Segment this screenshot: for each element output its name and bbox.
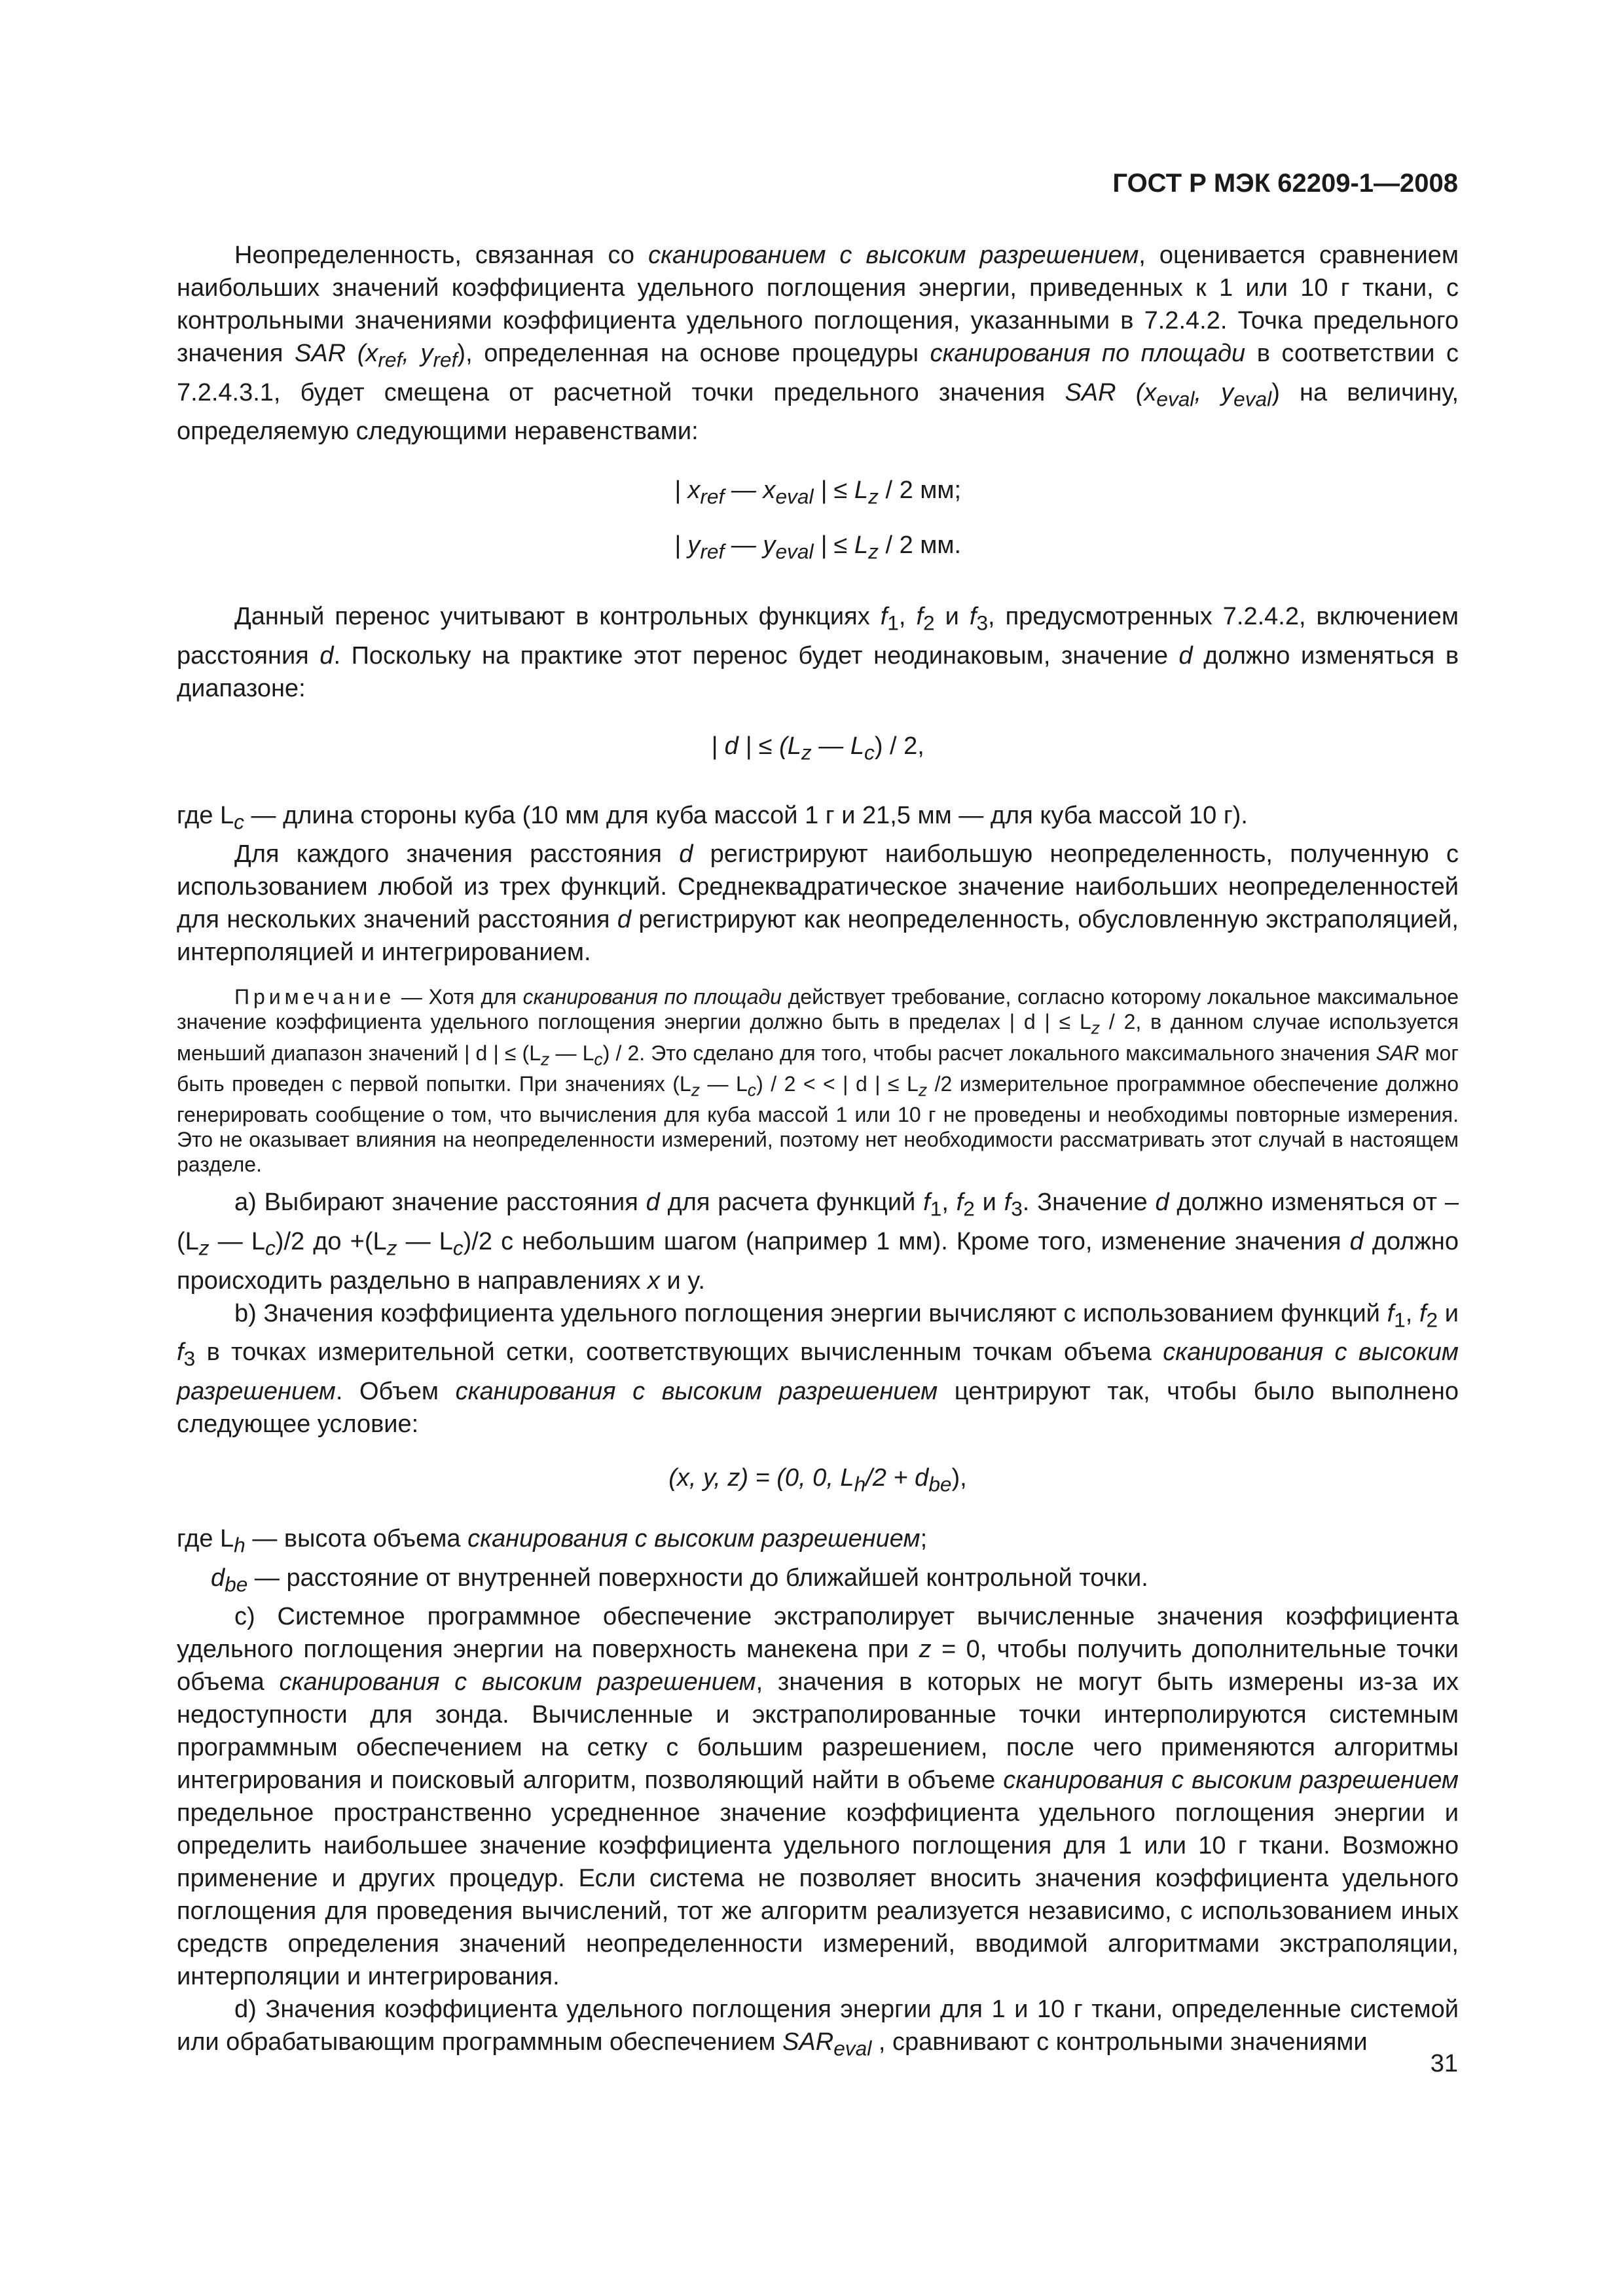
- document-body: [177, 239, 1459, 2065]
- standard-header: ГОСТ Р МЭК 62209-1—2008: [1112, 169, 1458, 198]
- equation-x-offset: | $x_{ref}$ — $x_{eval}$ | ≤ $L_z / 2$ мм;: [674, 476, 962, 509]
- page-number: 31: [1430, 2050, 1458, 2077]
- note-label: Примечание: [234, 985, 395, 1009]
- step-c: c) Системное программное обеспечение экстраполирует вычисленные значения коэффициента удельного поглощения энергии на поверхность манекена при z = 0, чтобы получить дополнительные точки объема сканирования с высоким разрешением, значения в которых не могут быть измерены из-за их недоступности для зонда. Вычисленные и экстраполированные точки интерполируются системным программным обеспечением на сетку с большим разрешением, после чего применяются алгоритмы интегрирования и поисковый алгоритм, позволяющий найти в объеме сканирования с высоким разрешением предельное пространственно усредненное значение коэффициента удельного поглощения энергии и определить наибольшее значение коэффициента удельного поглощения для 1 или 10 г ткани. Возможно применение и других процедур. Если система не позволяет вносить значения коэффициента удельного поглощения для проведения вычислений, тот же алгоритм реализуется независимо, с использованием иных средств определения значений неопределенности измерений, вводимой алгоритмами экстраполяции, интерполяции и интегрирования.: [177, 1603, 1459, 1991]
- step-a: a) Выбирают значение расстояния d для расчета функций $f_1$, $f_2$ и $f_3$. Значение d должно изменяться от $-(L_z$ — $L_c)/2$ до $+(L_z$ — $L_c)/2$ с небольшим шагом (например 1 мм). Кроме того, изменение значения d должно происходить раздельно в направлениях x и y.: [177, 1189, 1459, 1295]
- note-block: Примечание — Хотя для сканирования по площади действует требование, согласно которому локальное максимальное значение коэффициента удельного поглощения энергии должно быть в пределах | d | ≤ $L_z / 2$, в данном случае используется меньший диапазон значений | d | ≤ ($L_z$ — $L_c) / 2$. Это сделано для того, чтобы расчет локального максимального значения SAR мог быть проведен с первой попытки. При значениях ($L_z$ — $L_c) / 2$ < < | d | ≤ $L_z$ /2 измерительное программное обеспечение должно генерировать сообщение о том, что вычисления для куба массой 1 или 10 г не проведены и необходимы повторные измерения. Это не оказывает влияния на неопределенности измерений, поэтому нет необходимости рассматривать этот случай в настоящем разделе.: [177, 985, 1459, 1177]
- paragraph-uncertainty-registration: Для каждого значения расстояния d регистрируют наибольшую неопределенность, полученную с использованием любой из трех функций. Среднеквадратическое значение наибольших неопределенностей для нескольких значений расстояния d регистрируют как неопределенность, обусловленную экстраполяцией, интерполяцией и интегрированием.: [177, 840, 1459, 967]
- equation-y-offset: | $y_{ref}$ — $y_{eval}$ | ≤ $L_z / 2$ мм.: [674, 531, 962, 564]
- step-d: d) Значения коэффициента удельного поглощения энергии для 1 и 10 г ткани, определенные системой или обрабатывающим программным обеспечением $SAR_{eval}$ , сравнивают с контрольными значениями: [177, 1996, 1459, 2061]
- equation-center-condition: (x, y, z) = (0, 0, $L_h/2 + d_{be}$),: [668, 1463, 967, 1496]
- paragraph-uncertainty-intro: Неопределенность, связанная со сканированием с высоким разрешением, оценивается сравнением наибольших значений коэффициента удельного поглощения энергии, приведенных к 1 или 10 г ткани, с контрольными значениями коэффициента удельного поглощения, указанными в 7.2.4.2. Точка предельного значения SAR ($x_{ref}$, $y_{ref}$), определенная на основе процедуры сканирования по площади в соответствии с 7.2.4.3.1, будет смещена от расчетной точки предельного значения SAR ($x_{eval}$, $y_{eval}$) на величину, определяемую следующими неравенствами:: [177, 242, 1459, 446]
- where-dbe: $d_{be}$ — расстояние от внутренней поверхности до ближайшей контрольной точки.: [211, 1564, 1148, 1596]
- where-lc: где $L_c$ — длина стороны куба (10 мм для куба массой 1 г и 21,5 мм — для куба массой 10 г).: [177, 801, 1248, 834]
- equation-d-range: | d | ≤ ($L_z$ — $L_c) / 2$,: [711, 732, 924, 764]
- paragraph-transfer-functions: Данный перенос учитывают в контрольных функциях $f_1$, $f_2$ и $f_3$, предусмотренных 7.2.4.2, включением расстояния d. Поскольку на практике этот перенос будет неодинаковым, значение d должно изменяться в диапазоне:: [177, 603, 1459, 702]
- step-b: b) Значения коэффициента удельного поглощения энергии вычисляют с использованием функций $f_1$, $f_2$ и $f_3$ в точках измерительной сетки, соответствующих вычисленным точкам объема сканирования с высоким разрешением. Объем сканирования с высоким разрешением центрируют так, чтобы было выполнено следующее условие:: [177, 1299, 1459, 1438]
- where-lh: где $L_h$ — высота объема сканирования с высоким разрешением;: [177, 1525, 928, 1557]
